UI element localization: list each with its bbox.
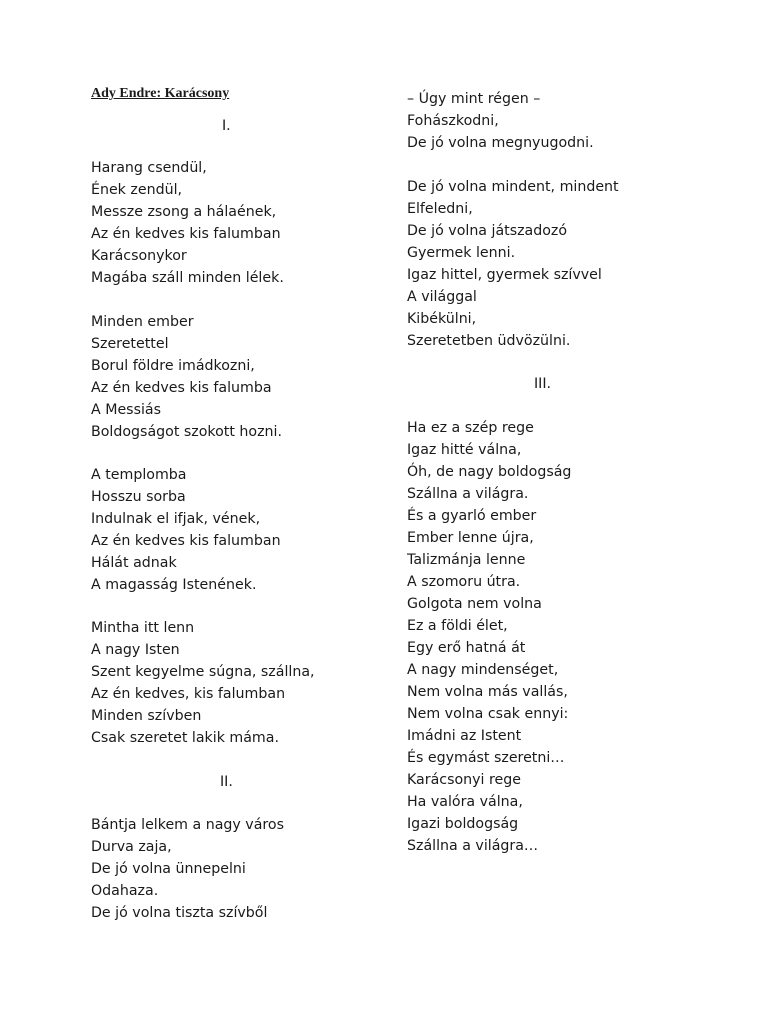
poem-line: Hosszu sorba [91,489,186,505]
poem-line: Egy erő hatná át [407,640,526,656]
poem-line: De jó volna tiszta szívből [91,905,268,921]
poem-line: Karácsonyi rege [407,772,521,788]
poem-line: Ha ez a szép rege [407,420,534,436]
poem-line: Ember lenne újra, [407,530,534,546]
poem-line: De jó volna mindent, mindent [407,179,619,195]
poem-title: Ady Endre: Karácsony [91,86,230,101]
poem-line: A templomba [91,467,187,483]
poem-line: Mintha itt lenn [91,620,195,636]
poem-line: Szállna a világra… [407,838,539,854]
poem-line: A magasság Istenének. [91,577,257,593]
poem-line: Minden szívben [91,708,202,724]
poem-line: Nem volna csak ennyi: [407,706,569,722]
poem-line: De jó volna ünnepelni [91,861,246,877]
poem-line: Borul földre imádkozni, [91,358,255,374]
poem-line: Odahaza. [91,883,159,899]
section-heading-1: I. [222,118,231,134]
poem-line: A világgal [407,289,477,305]
poem-line: Az én kedves, kis falumban [91,686,286,702]
poem-line: Az én kedves kis falumban [91,533,281,549]
poem-line: Durva zaja, [91,839,172,855]
poem-line: Csak szeretet lakik máma. [91,730,279,746]
poem-line: Imádni az Istent [407,728,522,744]
poem-line: Magába száll minden lélek. [91,270,284,286]
poem-line: Elfeledni, [407,201,473,217]
poem-line: Talizmánja lenne [407,552,526,568]
poem-line: A Messiás [91,402,161,418]
poem-line: Igaz hitté válna, [407,442,522,458]
poem-line: És egymást szeretni… [407,750,565,766]
poem-line: De jó volna játszadozó [407,223,568,239]
section-heading-2: II. [220,774,233,790]
poem-line: Szeretettel [91,336,169,352]
poem-line: Ha valóra válna, [407,794,523,810]
poem-line: Fohászkodni, [407,113,499,129]
poem-line: Az én kedves kis falumba [91,380,272,396]
poem-line: Gyermek lenni. [407,245,516,261]
poem-line: A nagy Isten [91,642,180,658]
poem-line: Szállna a világra. [407,486,529,502]
poem-line: Az én kedves kis falumban [91,226,281,242]
poem-line: – Úgy mint régen – [407,91,541,107]
poem-line: Karácsonykor [91,248,187,264]
poem-line: Igazi boldogság [407,816,519,832]
poem-line: Indulnak el ifjak, vének, [91,511,261,527]
section-heading-3: III. [534,376,552,392]
poem-line: Nem volna más vallás, [407,684,568,700]
poem-line: A szomoru útra. [407,574,521,590]
poem-line: Ének zendül, [91,182,183,198]
poem-line: Szent kegyelme súgna, szállna, [91,664,315,680]
poem-line: És a gyarló ember [407,508,537,524]
poem-line: Harang csendül, [91,160,207,176]
poem-line: Óh, de nagy boldogság [407,464,572,480]
poem-line: De jó volna megnyugodni. [407,135,594,151]
poem-line: Minden ember [91,314,194,330]
poem-line: Hálát adnak [91,555,177,571]
poem-line: Bántja lelkem a nagy város [91,817,284,833]
poem-line: Igaz hittel, gyermek szívvel [407,267,602,283]
poem-line: Szeretetben üdvözülni. [407,333,571,349]
poem-line: A nagy mindenséget, [407,662,559,678]
poem-line: Golgota nem volna [407,596,542,612]
poem-line: Kibékülni, [407,311,477,327]
poem-line: Ez a földi élet, [407,618,508,634]
poem-line: Boldogságot szokott hozni. [91,424,282,440]
poem-line: Messze zsong a hálaének, [91,204,277,220]
